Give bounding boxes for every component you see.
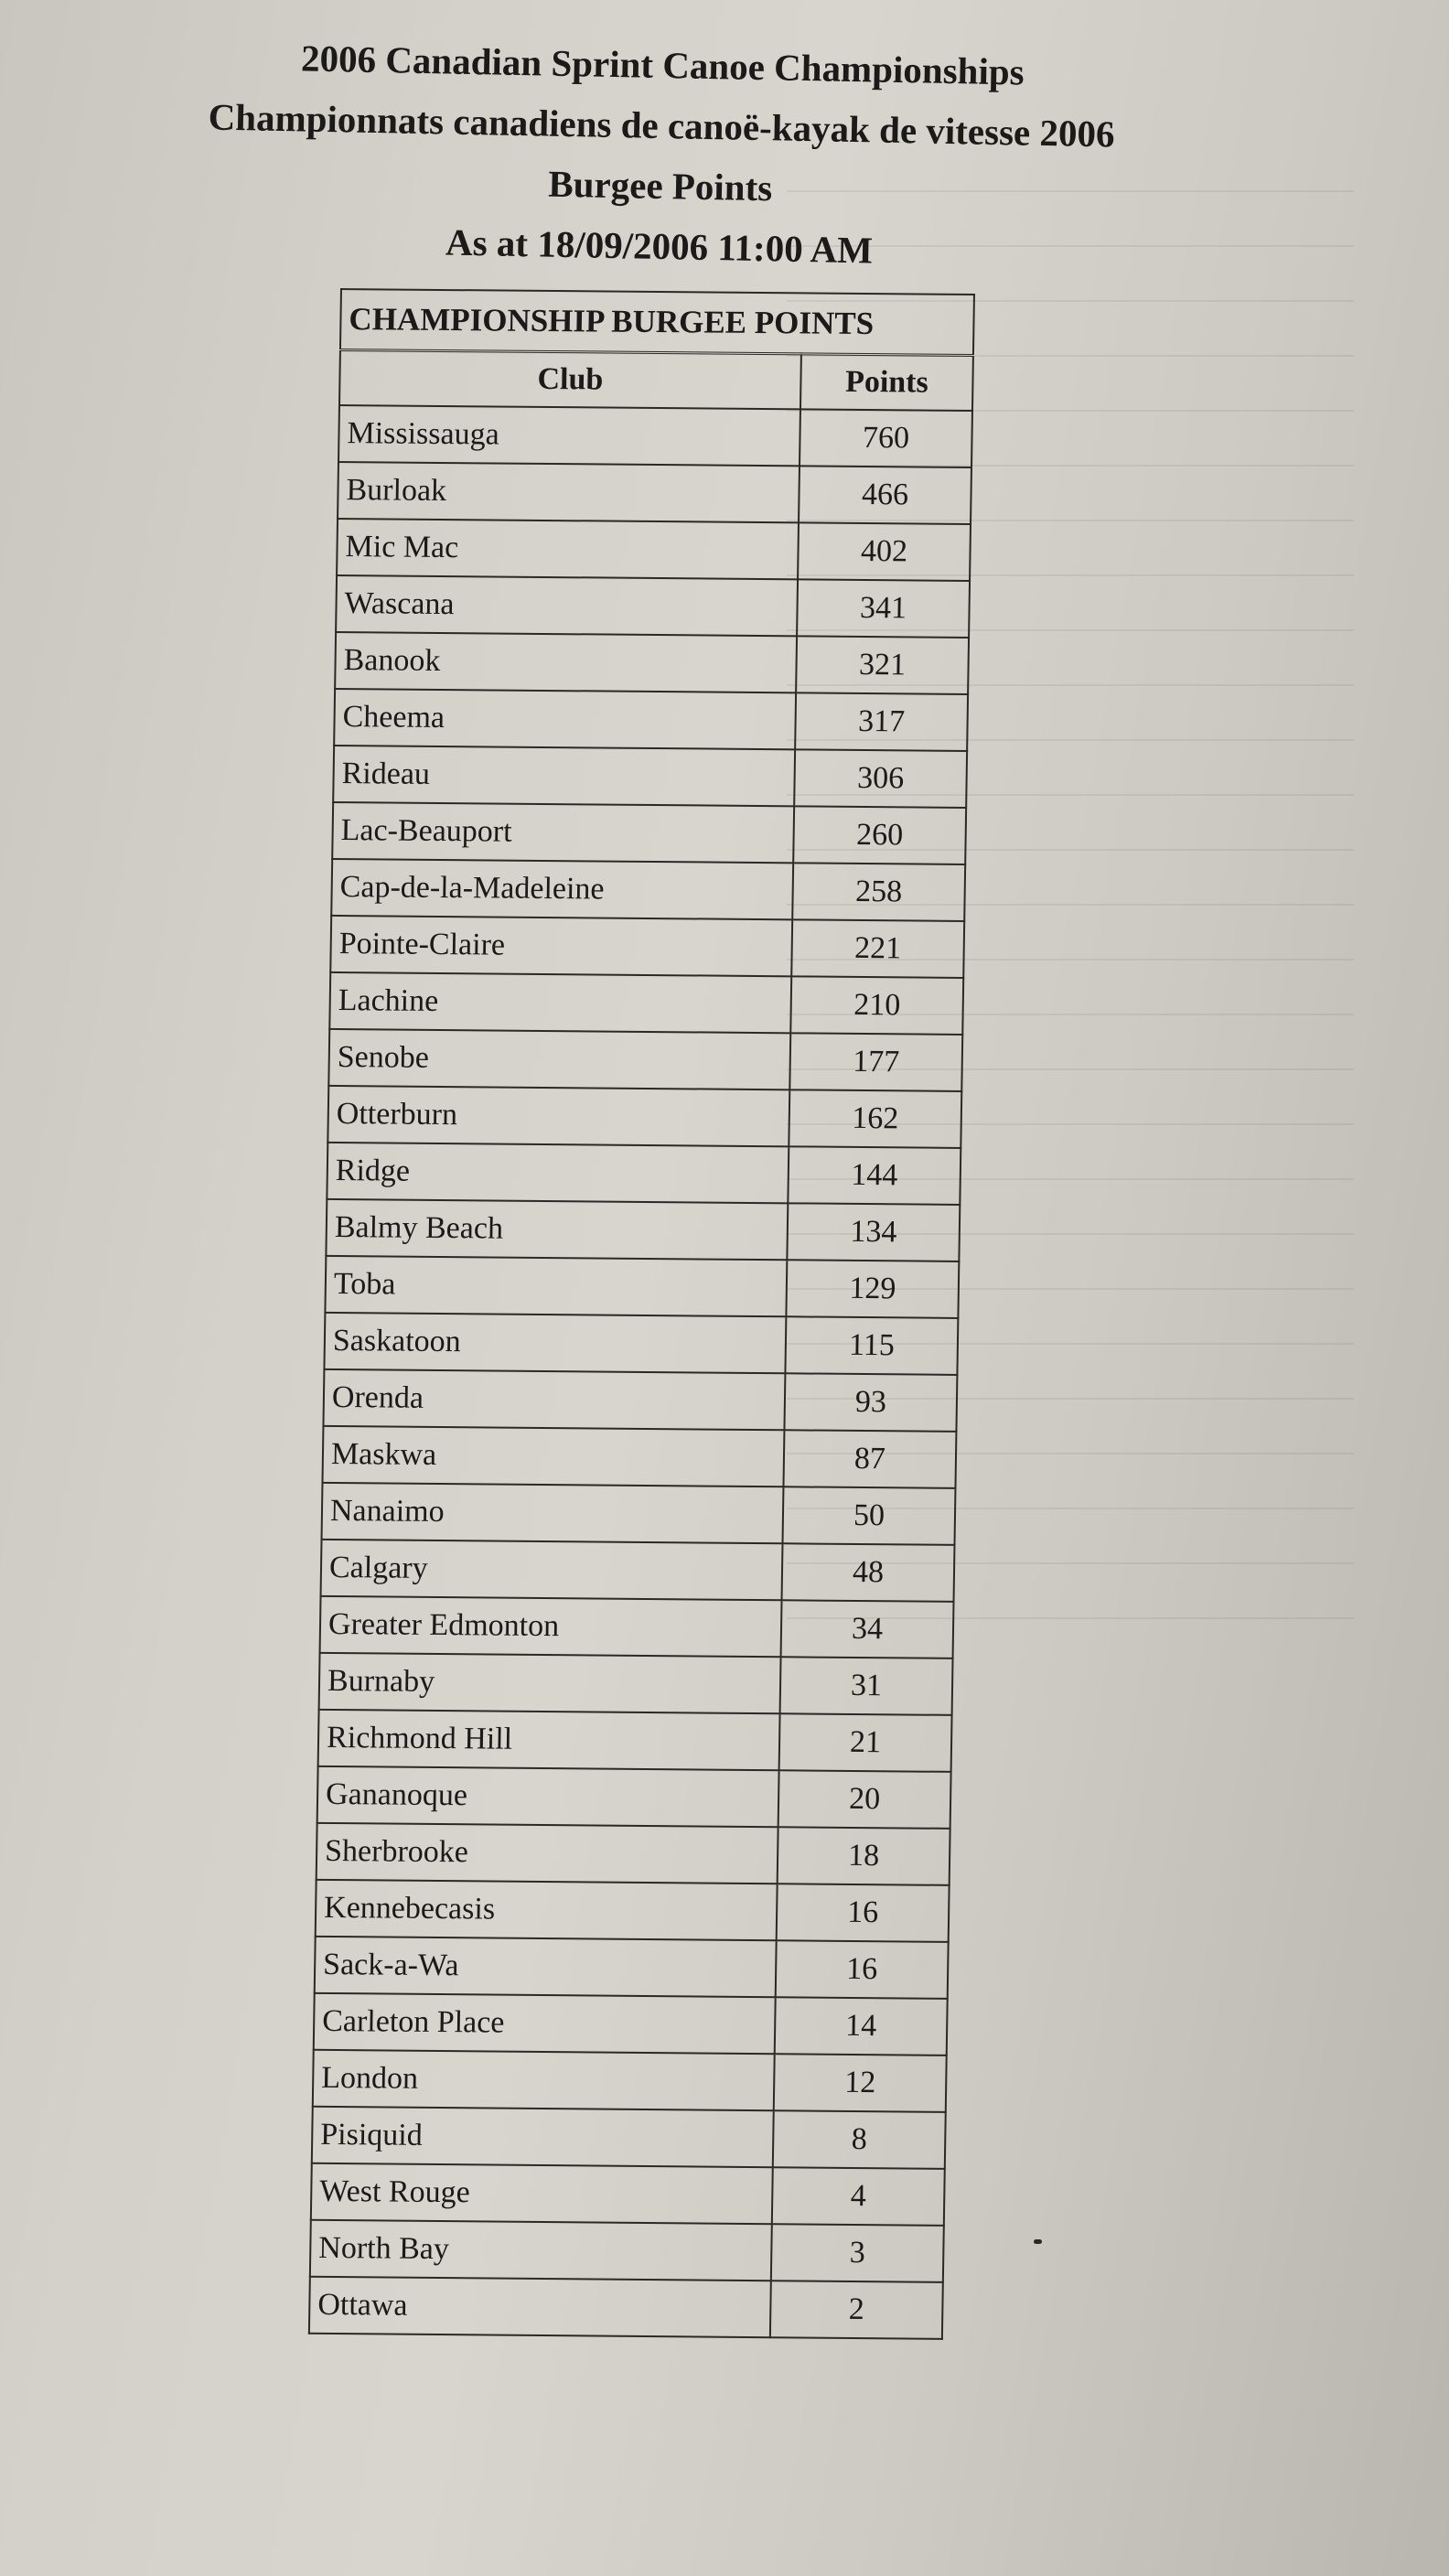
table-row <box>328 1029 962 1091</box>
points-cell: 177 <box>789 1033 962 1091</box>
points-cell: 34 <box>781 1600 954 1658</box>
points-cell: 87 <box>783 1430 956 1488</box>
column-header-club: Club <box>339 350 801 410</box>
table-body <box>309 405 972 2339</box>
club-name-cell: Calgary <box>321 1540 783 1600</box>
club-name-cell: Lac-Beauport <box>332 802 794 863</box>
table-row <box>336 575 970 638</box>
points-cell: 3 <box>771 2224 944 2282</box>
table-row <box>318 1710 952 1772</box>
points-cell: 21 <box>779 1713 952 1772</box>
table-row <box>312 2107 946 2169</box>
points-cell: 466 <box>799 466 971 524</box>
club-name-cell: West Rouge <box>311 2163 773 2224</box>
table-row <box>322 1483 956 1545</box>
club-name-cell: Richmond Hill <box>318 1710 780 1770</box>
points-cell: 2 <box>770 2281 943 2339</box>
club-name-cell: Mississauga <box>338 405 800 466</box>
points-cell: 210 <box>790 976 963 1035</box>
club-name-cell: Saskatoon <box>324 1313 786 1373</box>
club-name-cell: Carleton Place <box>314 1993 776 2054</box>
ink-speck <box>1034 2239 1042 2244</box>
club-name-cell: Orenda <box>323 1369 785 1430</box>
club-name-cell: Sherbrooke <box>317 1823 778 1884</box>
table-row <box>315 1937 949 1999</box>
club-name-cell: Gananoque <box>317 1766 779 1827</box>
points-cell: 12 <box>774 2054 947 2112</box>
points-cell: 115 <box>785 1316 958 1375</box>
points-cell: 317 <box>795 692 968 751</box>
points-cell: 93 <box>784 1373 957 1432</box>
table-row <box>313 2050 947 2112</box>
table-row <box>322 1426 956 1488</box>
points-cell: 50 <box>782 1487 955 1545</box>
points-cell: 144 <box>788 1146 961 1205</box>
table-row <box>323 1369 957 1432</box>
club-name-cell: Pisiquid <box>312 2107 774 2167</box>
event-title-french: Championnats canadiens de canoë-kayak de vitesse 2006 <box>208 95 1115 156</box>
club-name-cell: Cheema <box>334 689 796 749</box>
table-row <box>314 1993 948 2055</box>
points-cell: 16 <box>777 1884 950 1942</box>
table-row <box>338 462 971 524</box>
points-cell: 48 <box>782 1543 955 1602</box>
points-cell: 306 <box>794 749 967 808</box>
club-name-cell: Toba <box>325 1256 787 1316</box>
table-row <box>317 1823 950 1885</box>
table-row <box>338 405 972 467</box>
points-cell: 341 <box>797 579 970 638</box>
points-cell: 8 <box>773 2110 946 2169</box>
table-row <box>320 1596 954 1658</box>
club-name-cell: Balmy Beach <box>326 1199 788 1260</box>
points-cell: 321 <box>796 636 969 694</box>
points-cell: 260 <box>793 806 966 864</box>
points-cell: 221 <box>791 919 964 978</box>
club-name-cell: North Bay <box>310 2220 772 2281</box>
club-name-cell: Mic Mac <box>337 519 799 579</box>
table-row <box>321 1540 955 1602</box>
points-cell: 760 <box>800 409 972 467</box>
points-cell: 16 <box>776 1940 949 1999</box>
table-row <box>319 1653 953 1715</box>
points-cell: 4 <box>772 2167 945 2226</box>
points-cell: 14 <box>775 1997 948 2055</box>
club-name-cell: Rideau <box>333 746 795 806</box>
table-row <box>327 1143 961 1205</box>
table-row <box>310 2220 944 2282</box>
table-row <box>334 689 968 751</box>
club-name-cell: Nanaimo <box>322 1483 784 1543</box>
points-cell: 402 <box>798 522 971 581</box>
club-name-cell: Cap-de-la-Madeleine <box>331 859 793 919</box>
report-title: Burgee Points <box>547 162 773 209</box>
points-cell: 18 <box>778 1827 950 1885</box>
event-title: 2006 Canadian Sprint Canoe Championships <box>300 37 1025 93</box>
table-row <box>335 632 969 694</box>
club-name-cell: Pointe-Claire <box>330 916 792 976</box>
points-cell: 258 <box>792 863 965 921</box>
club-name-cell: Burnaby <box>319 1653 781 1713</box>
report-timestamp: As at 18/09/2006 11:00 AM <box>445 220 874 272</box>
table-row <box>316 1880 950 1942</box>
club-name-cell: Ottawa <box>309 2277 771 2337</box>
table-row <box>329 972 963 1035</box>
points-cell: 20 <box>778 1770 951 1829</box>
points-cell: 31 <box>780 1657 953 1715</box>
table-row <box>331 859 965 921</box>
points-cell: 134 <box>787 1203 960 1261</box>
table-row <box>330 916 964 978</box>
table-title: CHAMPIONSHIP BURGEE POINTS <box>340 289 974 356</box>
table-row <box>332 802 966 864</box>
club-name-cell: Maskwa <box>322 1426 784 1487</box>
burgee-points-table-wrapper <box>308 288 973 2340</box>
table-row <box>311 2163 945 2226</box>
club-name-cell: Banook <box>335 632 797 692</box>
points-cell: 162 <box>789 1089 961 1148</box>
club-name-cell: Lachine <box>329 972 791 1033</box>
table-row <box>317 1766 951 1829</box>
table-row <box>337 519 971 581</box>
club-name-cell: Otterburn <box>327 1086 789 1146</box>
document-heading <box>87 24 1235 287</box>
column-header-points: Points <box>800 354 973 411</box>
club-name-cell: Sack-a-Wa <box>315 1937 777 1997</box>
club-name-cell: Ridge <box>327 1143 789 1203</box>
table-row <box>325 1256 959 1318</box>
burgee-points-table <box>308 288 975 2340</box>
club-name-cell: Senobe <box>328 1029 790 1089</box>
club-name-cell: Greater Edmonton <box>320 1596 782 1657</box>
table-row <box>326 1199 960 1261</box>
points-cell: 129 <box>786 1260 959 1318</box>
club-name-cell: Kennebecasis <box>316 1880 778 1940</box>
table-row <box>309 2277 943 2339</box>
table-row <box>327 1086 961 1148</box>
club-name-cell: London <box>313 2050 775 2110</box>
club-name-cell: Burloak <box>338 462 800 522</box>
table-row <box>333 746 967 808</box>
table-row <box>324 1313 958 1375</box>
club-name-cell: Wascana <box>336 575 798 636</box>
